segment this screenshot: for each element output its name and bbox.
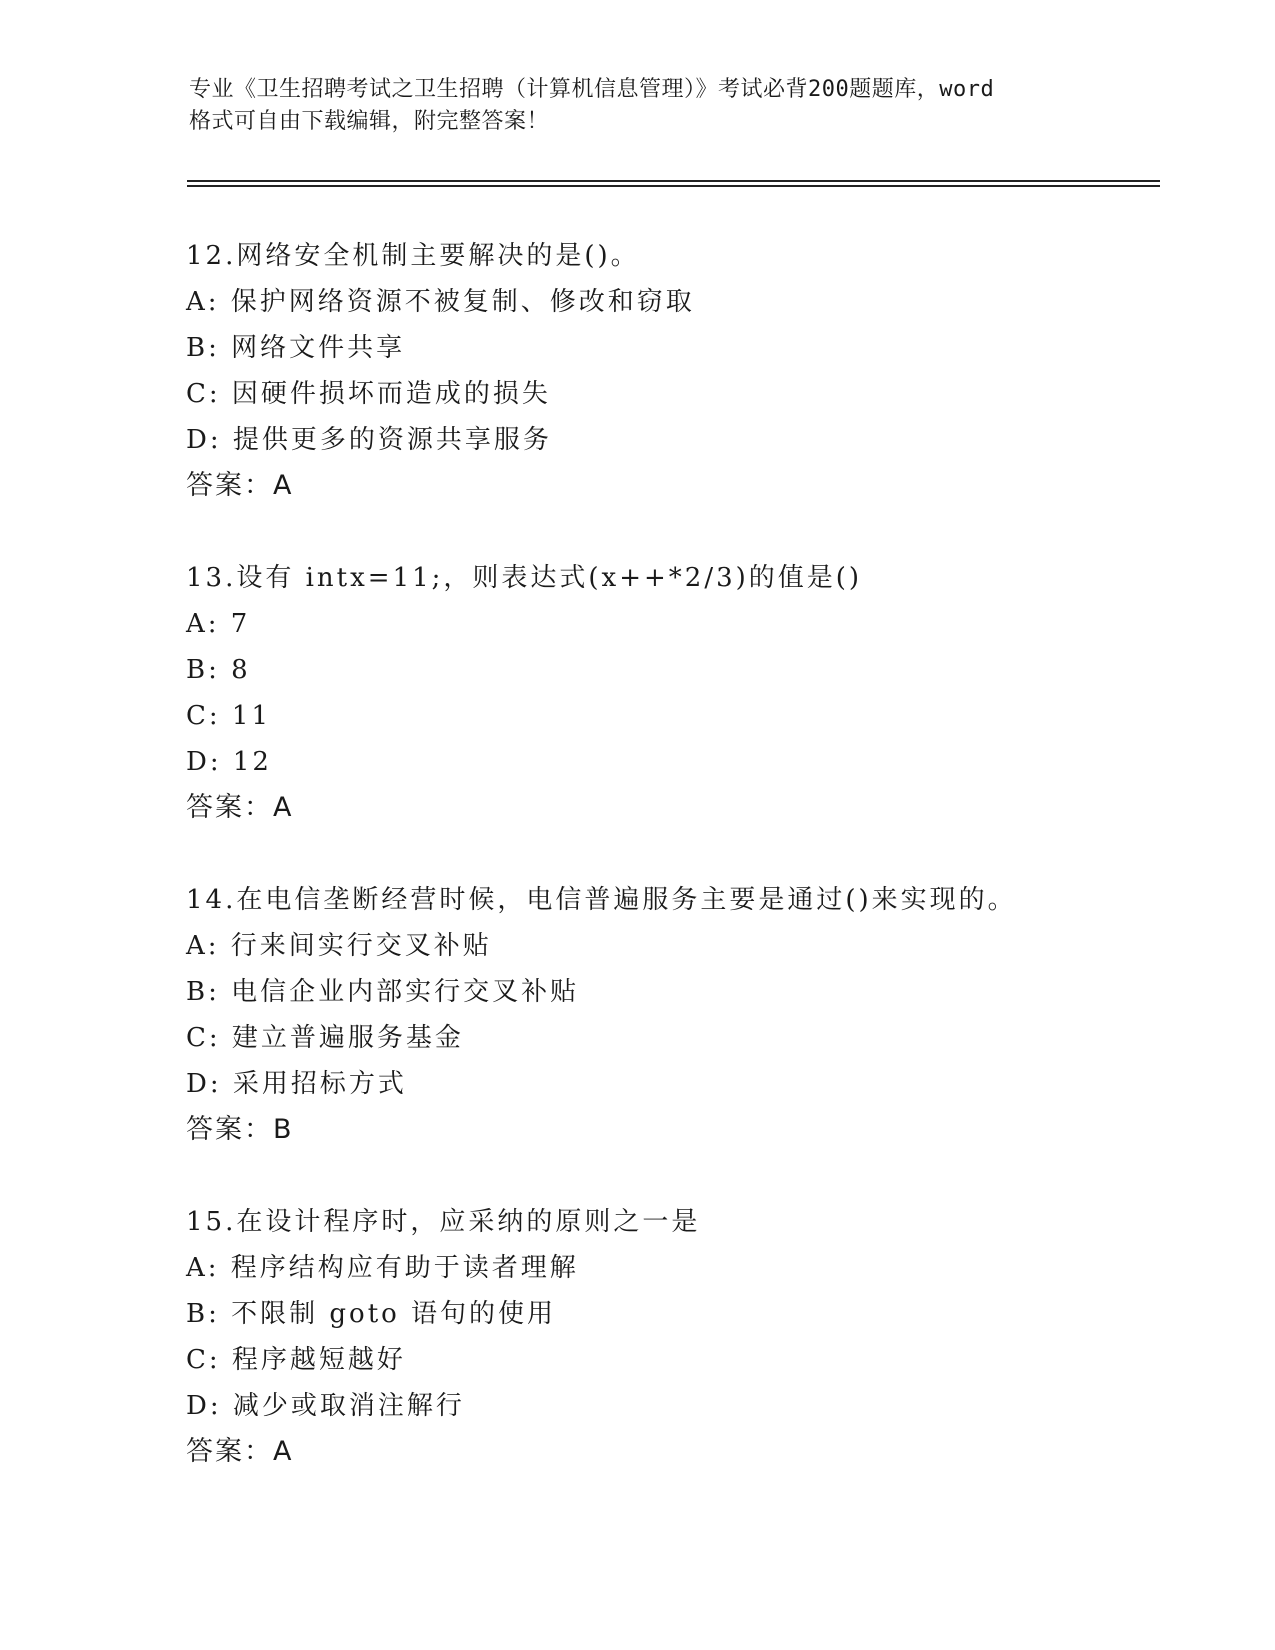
question-13 bbox=[186, 558, 1186, 880]
option-a: A: 程序结构应有助于读者理解 bbox=[186, 1253, 579, 1283]
option-c: C: 11 bbox=[186, 701, 272, 731]
option-c: C: 程序越短越好 bbox=[186, 1345, 406, 1375]
question-stem: 13.设有 intx=11;，则表达式(x++*2/3)的值是() bbox=[186, 563, 863, 593]
document-header bbox=[189, 74, 1089, 138]
question-stem: 14.在电信垄断经营时候，电信普遍服务主要是通过()来实现的。 bbox=[186, 885, 1017, 915]
option-c: C: 建立普遍服务基金 bbox=[186, 1023, 464, 1053]
answer-label: 答案：B bbox=[186, 1114, 294, 1145]
option-a: A: 保护网络资源不被复制、修改和窃取 bbox=[186, 287, 695, 317]
answer-label: 答案：A bbox=[186, 792, 294, 823]
option-c: C: 因硬件损坏而造成的损失 bbox=[186, 379, 551, 409]
option-a: A: 行来间实行交叉补贴 bbox=[186, 931, 492, 961]
question-stem: 12.网络安全机制主要解决的是()。 bbox=[186, 241, 640, 271]
option-d: D: 12 bbox=[186, 747, 272, 777]
option-b: B: 8 bbox=[186, 655, 251, 685]
answer-label: 答案：A bbox=[186, 470, 294, 501]
question-list bbox=[186, 236, 1186, 1524]
option-d: D: 提供更多的资源共享服务 bbox=[186, 425, 552, 455]
option-d: D: 减少或取消注解行 bbox=[186, 1391, 465, 1421]
question-12 bbox=[186, 236, 1186, 558]
answer-label: 答案：A bbox=[186, 1436, 294, 1467]
option-b: B: 电信企业内部实行交叉补贴 bbox=[186, 977, 580, 1007]
option-b: B: 网络文件共享 bbox=[186, 333, 406, 363]
option-b: B: 不限制 goto 语句的使用 bbox=[186, 1299, 557, 1329]
header-divider-bottom bbox=[187, 185, 1160, 187]
option-a: A: 7 bbox=[186, 609, 251, 639]
header-divider-top bbox=[187, 180, 1160, 182]
header-title-line-1: 专业《卫生招聘考试之卫生招聘（计算机信息管理）》考试必背200题题库，word bbox=[189, 77, 995, 102]
option-d: D: 采用招标方式 bbox=[186, 1069, 407, 1099]
question-stem: 15.在设计程序时，应采纳的原则之一是 bbox=[186, 1207, 701, 1237]
question-14 bbox=[186, 880, 1186, 1202]
header-title-line-2: 格式可自由下载编辑，附完整答案！ bbox=[189, 109, 550, 134]
question-15 bbox=[186, 1202, 1186, 1524]
